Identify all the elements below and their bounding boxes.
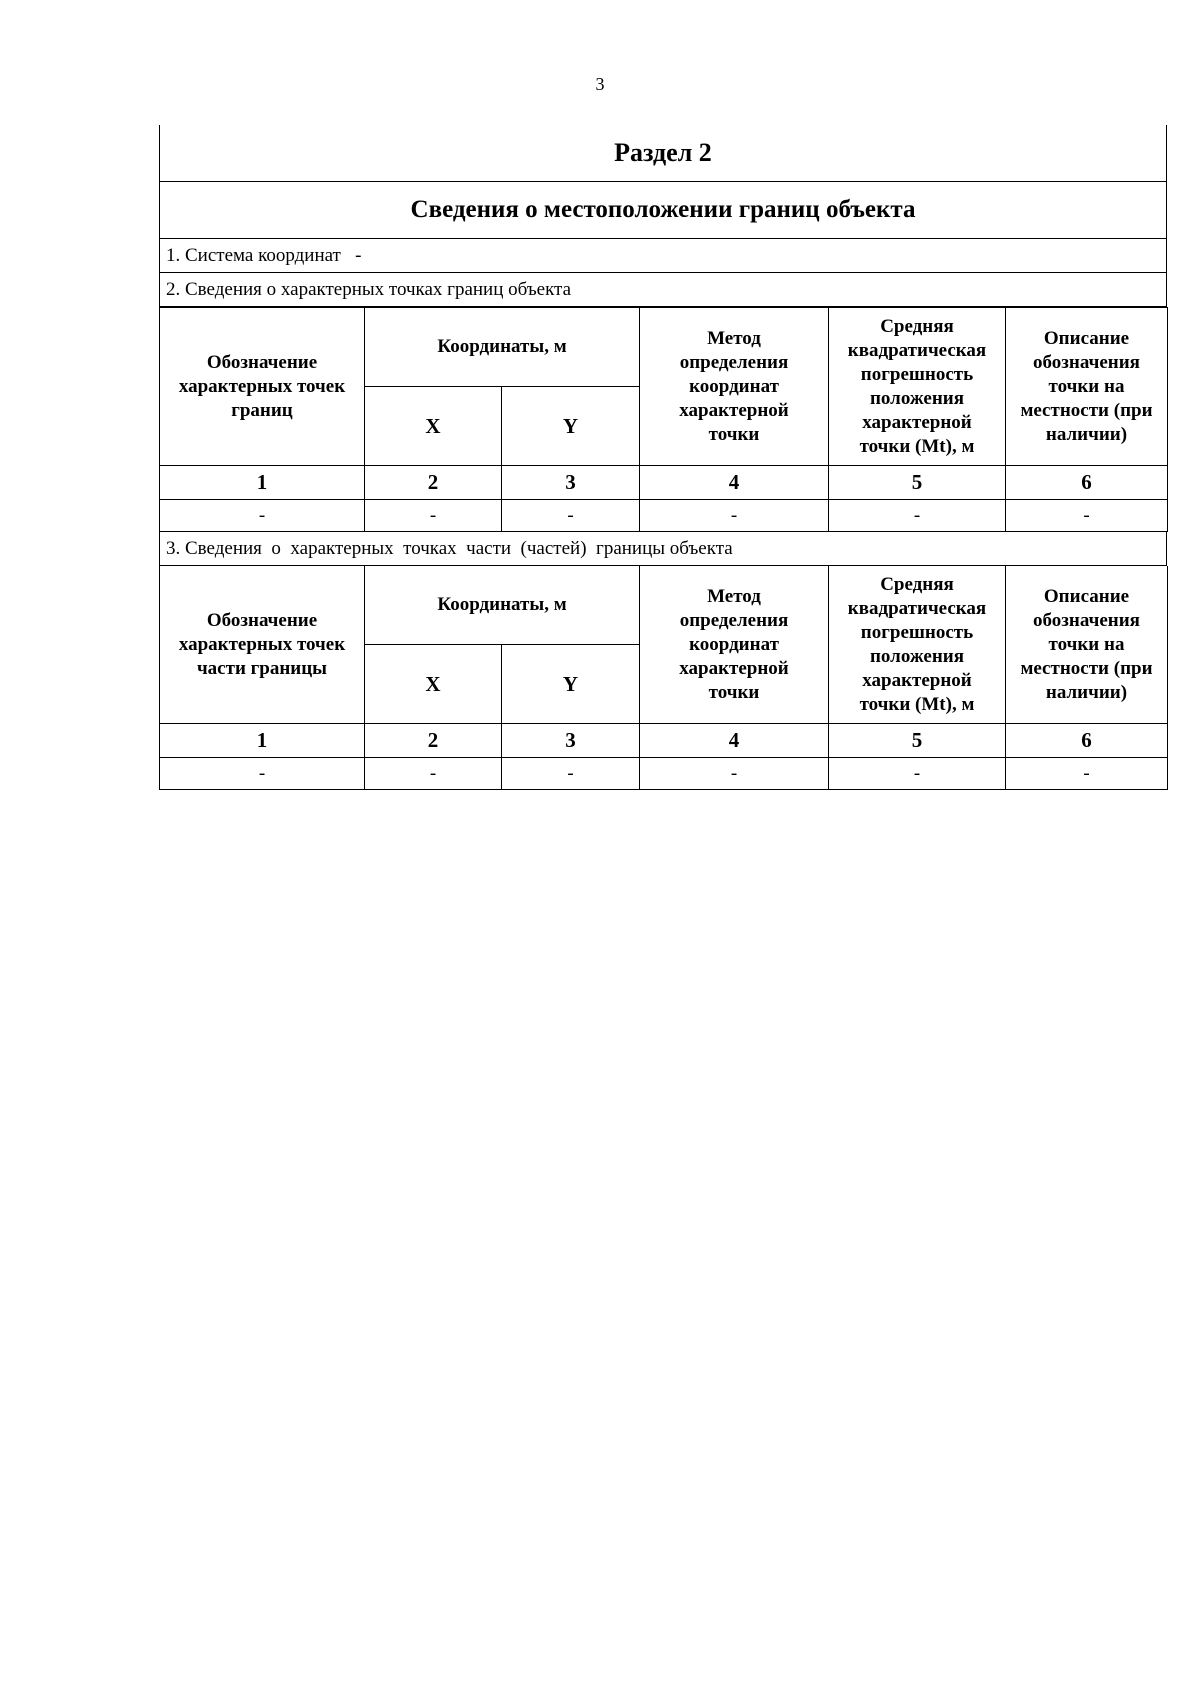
table-cell: -: [502, 500, 640, 532]
column-number: 4: [640, 466, 829, 500]
table-cell: -: [1006, 500, 1168, 532]
column-number: 5: [829, 466, 1006, 500]
part-boundary-points-table: [159, 566, 1168, 790]
column-number: 2: [365, 466, 502, 500]
coordinate-system-line: 1. Система координат -: [160, 239, 1167, 273]
column-number: 2: [365, 724, 502, 758]
column-number: 3: [502, 724, 640, 758]
header-x: X: [365, 645, 502, 724]
column-number: 4: [640, 724, 829, 758]
table-row: [160, 500, 1168, 532]
table-cell: -: [640, 500, 829, 532]
header-method: Метод определения координат характерной точки: [640, 566, 829, 724]
section-header-table: [159, 125, 1167, 307]
section-2-form: [159, 125, 1167, 790]
table-cell: -: [829, 500, 1006, 532]
boundary-points-caption: 2. Сведения о характерных точках границ объекта: [160, 273, 1167, 307]
table-cell: -: [1006, 758, 1168, 790]
header-y: Y: [502, 387, 640, 466]
column-number: 3: [502, 466, 640, 500]
table-cell: -: [829, 758, 1006, 790]
page-number: 3: [595, 74, 605, 94]
header-mean-error: Средняя квадратическая погрешность положения характерной точки (Mt), м: [829, 308, 1006, 466]
table-cell: -: [640, 758, 829, 790]
header-x: X: [365, 387, 502, 466]
header-point-designation: Обозначение характерных точек границ: [160, 308, 365, 466]
header-description: Описание обозначения точки на местности (при наличии): [1006, 566, 1168, 724]
column-number: 6: [1006, 724, 1168, 758]
table-cell: -: [160, 500, 365, 532]
boundary-points-table: [159, 307, 1168, 532]
table-cell: -: [365, 758, 502, 790]
header-mean-error: Средняя квадратическая погрешность положения характерной точки (Mt), м: [829, 566, 1006, 724]
header-description: Описание обозначения точки на местности (при наличии): [1006, 308, 1168, 466]
header-coordinates: Координаты, м: [365, 566, 640, 645]
column-number: 5: [829, 724, 1006, 758]
column-number: 1: [160, 466, 365, 500]
column-numbers-row: [160, 724, 1168, 758]
column-numbers-row: [160, 466, 1168, 500]
header-coordinates: Координаты, м: [365, 308, 640, 387]
table-cell: -: [502, 758, 640, 790]
table-row: [160, 758, 1168, 790]
part-caption-table: [159, 532, 1167, 566]
header-y: Y: [502, 645, 640, 724]
section-title: Раздел 2: [160, 125, 1167, 182]
part-boundary-points-caption: 3. Сведения о характерных точках части (частей) границы объекта: [160, 532, 1167, 566]
header-point-designation: Обозначение характерных точек части границы: [160, 566, 365, 724]
section-subtitle: Сведения о местоположении границ объекта: [160, 182, 1167, 239]
header-method: Метод определения координат характерной точки: [640, 308, 829, 466]
column-number: 6: [1006, 466, 1168, 500]
column-number: 1: [160, 724, 365, 758]
table-cell: -: [365, 500, 502, 532]
table-cell: -: [160, 758, 365, 790]
